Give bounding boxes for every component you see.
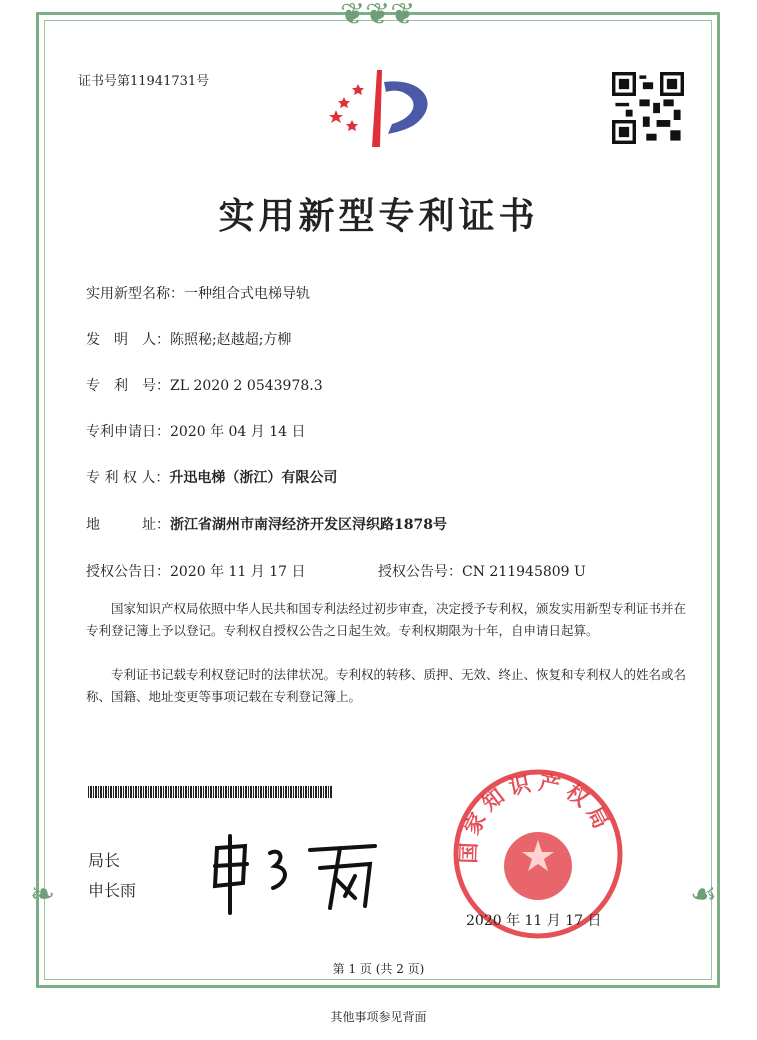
field-label: 专利申请日：	[86, 424, 170, 440]
director-name: 申长雨	[88, 881, 137, 900]
field-value: 浙江省湖州市南浔经济开发区浔织路1878号	[170, 517, 447, 533]
field-value: 升迅电梯（浙江）有限公司	[169, 470, 338, 486]
field-label: 专 利 号：	[86, 378, 170, 394]
ornament-bottom-right-icon: ☙	[690, 877, 717, 912]
field-application-date	[86, 421, 306, 441]
field-label: 授权公告号：	[378, 564, 462, 580]
ornament-bottom-left-icon: ❧	[30, 877, 56, 912]
field-patent-number	[86, 375, 323, 395]
field-value: 2020 年 04 月 14 日	[170, 424, 306, 440]
seal-text: 国家知识产权局	[456, 770, 616, 864]
seal-date: 2020 年 11 月 17 日	[466, 913, 602, 929]
field-inventors	[86, 329, 291, 349]
back-note: 其他事项参见背面	[330, 1010, 427, 1024]
ornament-top-icon: ❦❦❦	[340, 0, 416, 32]
field-patentee	[86, 467, 337, 487]
page-number: 第 1 页 (共 2 页)	[332, 962, 425, 976]
director-title: 局长	[88, 851, 121, 870]
grant-statement-paragraph: 国家知识产权局依照中华人民共和国专利法经过初步审查，决定授予专利权，颁发实用新型专利证书并在专利登记簿上予以登记。专利权自授权公告之日起生效。专利权期限为十年，自申请日起算。	[86, 601, 687, 638]
barcode	[88, 786, 332, 798]
qr-code-icon	[612, 72, 684, 144]
field-label: 实用新型名称：	[86, 286, 184, 302]
field-label: 专 利 权 人：	[86, 470, 170, 486]
field-value: CN 211945809 U	[462, 564, 586, 580]
field-value: 2020 年 11 月 17 日	[170, 564, 306, 580]
director-signature-icon	[205, 828, 385, 918]
field-value: 陈照秘;赵越超;方柳	[170, 332, 292, 348]
field-address	[86, 514, 447, 534]
cnipa-logo-icon	[322, 62, 442, 152]
field-label: 地 址：	[86, 517, 170, 533]
field-value: ZL 2020 2 0543978.3	[170, 378, 323, 394]
certificate-number: 证书号第11941731号	[78, 74, 210, 89]
field-announcement-number	[378, 561, 586, 581]
field-label: 授权公告日：	[86, 564, 170, 580]
field-grant-date	[86, 561, 306, 581]
field-value: 一种组合式电梯导轨	[184, 286, 310, 302]
legal-status-paragraph: 专利证书记载专利权登记时的法律状况。专利权的转移、质押、无效、终止、恢复和专利权人的姓名或名称、国籍、地址变更等事项记载在专利登记簿上。	[86, 667, 687, 704]
field-utility-model-name	[86, 283, 310, 303]
field-label: 发 明 人：	[86, 332, 170, 348]
certificate-title: 实用新型专利证书	[218, 195, 539, 237]
